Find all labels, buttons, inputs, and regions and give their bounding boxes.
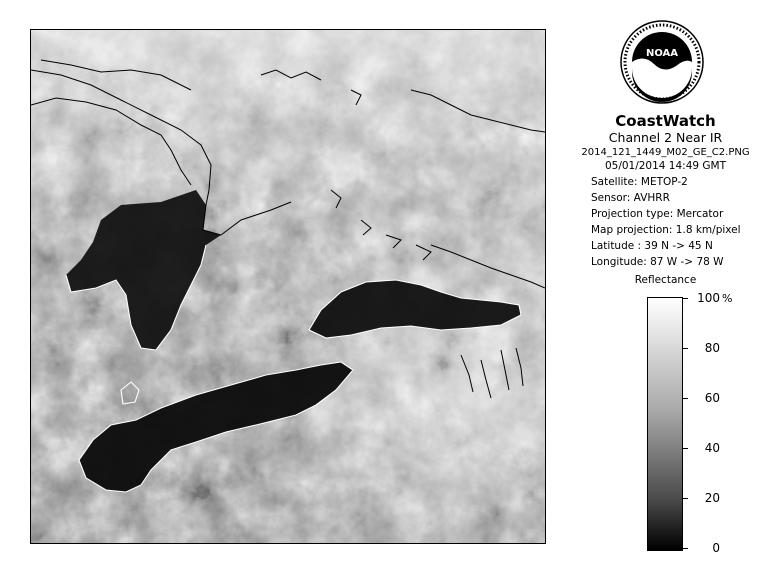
app-title: CoastWatch	[615, 112, 716, 130]
scale-tick-label-20: 20	[704, 491, 720, 505]
scale-tick-label-0: 0	[712, 541, 720, 555]
scale-tick-label-80: 80	[704, 341, 720, 355]
scale-tick-label-40: 40	[704, 441, 720, 455]
scale-tick-80	[682, 348, 688, 349]
noaa-logo	[620, 20, 704, 104]
projection-type-label: Projection type: Mercator	[591, 208, 724, 220]
scale-tick-label-100: 100	[697, 291, 720, 305]
sensor-label: Sensor: AVHRR	[591, 192, 670, 204]
longitude-label: Longitude: 87 W -> 78 W	[591, 256, 724, 268]
map-projection-label: Map projection: 1.8 km/pixel	[591, 224, 741, 236]
scale-tick-100	[682, 298, 688, 299]
satellite-image	[30, 29, 546, 544]
datetime-label: 05/01/2014 14:49 GMT	[604, 160, 727, 172]
scale-tick-20	[682, 498, 688, 499]
scale-tick-label-60: 60	[704, 391, 720, 405]
scale-tick-60	[682, 398, 688, 399]
satellite-image-svg	[31, 30, 545, 543]
noaa-logo-text: NOAA	[645, 48, 679, 59]
filename-label: 2014_121_1449_M02_GE_C2.PNG	[581, 147, 750, 158]
reflectance-color-scale	[647, 297, 683, 551]
scale-title: Reflectance	[634, 274, 697, 286]
channel-label: Channel 2 Near IR	[608, 130, 723, 145]
latitude-label: Latitude : 39 N -> 45 N	[591, 240, 713, 252]
scale-tick-40	[682, 448, 688, 449]
satellite-label: Satellite: METOP-2	[591, 176, 688, 188]
scale-unit: %	[722, 292, 733, 305]
scale-tick-0	[682, 548, 688, 549]
noaa-logo-svg	[620, 20, 704, 104]
